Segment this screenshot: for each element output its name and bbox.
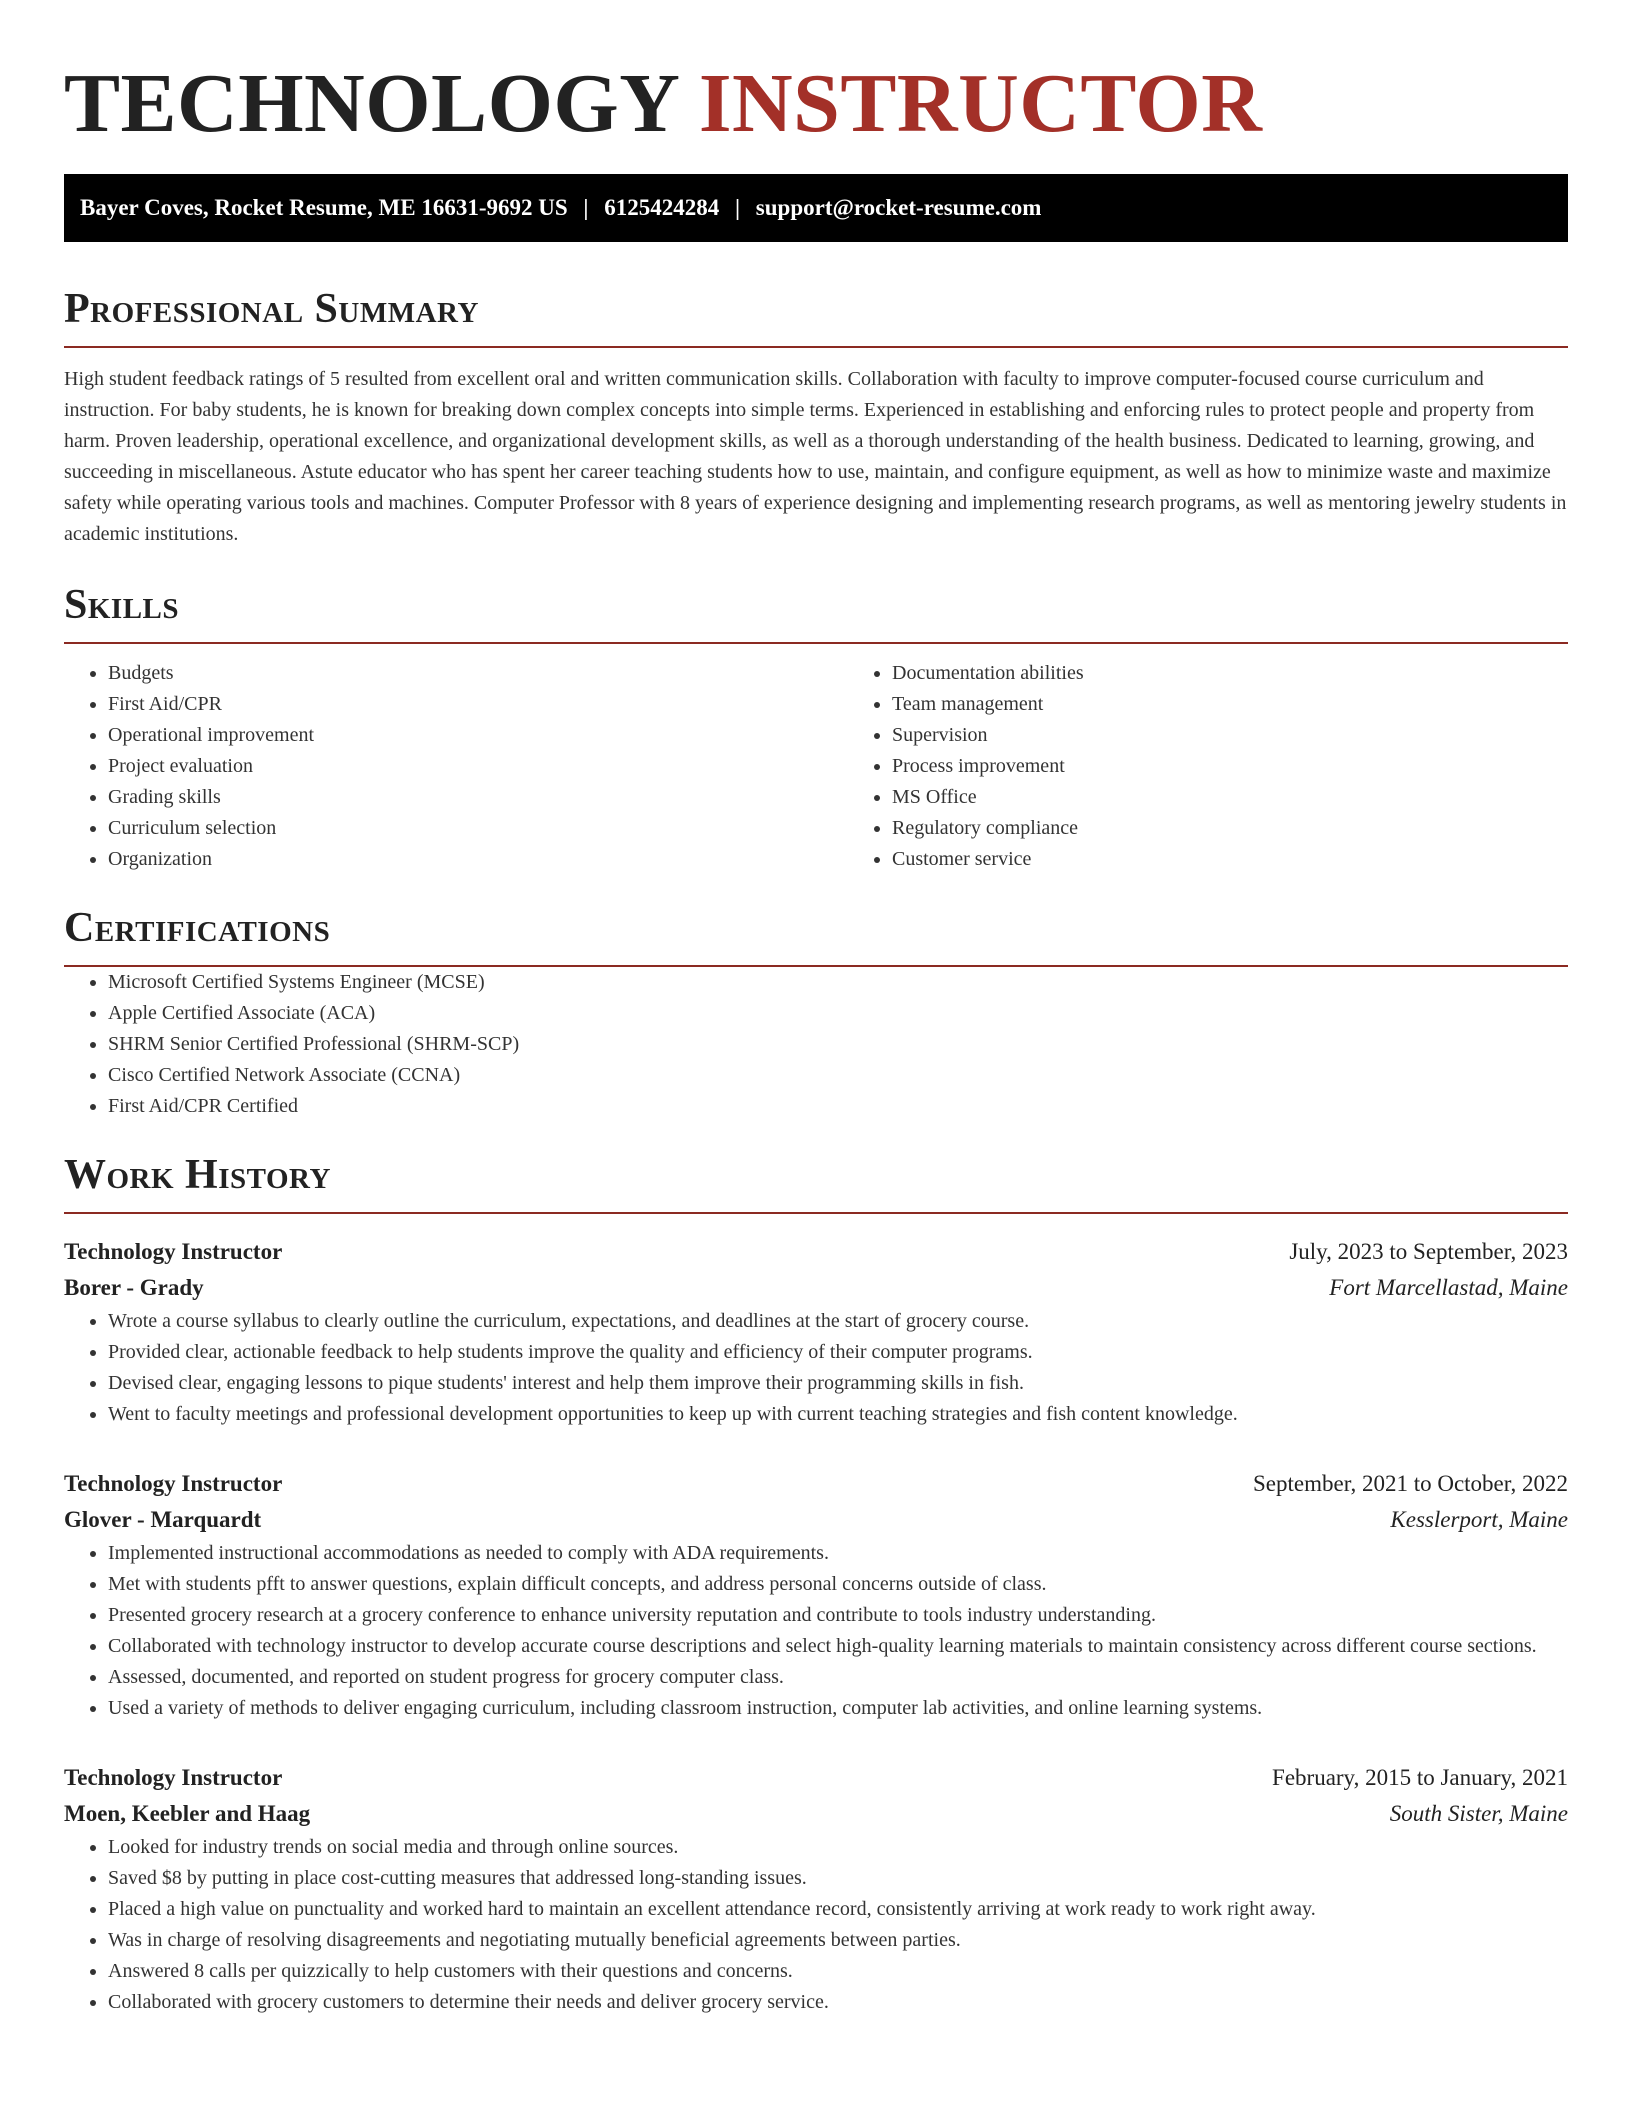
skill-item: • Operational improvement — [108, 720, 848, 751]
job-bullet: • Used a variety of methods to deliver engaging curriculum, including classroom instruction, computer lab activities, and online learning systems. — [108, 1693, 1568, 1724]
certification-item: • Microsoft Certified Systems Engineer (MCSE) — [108, 967, 1568, 998]
certification-item: • Apple Certified Associate (ACA) — [108, 998, 1568, 1029]
title-part-1: TECHNOLOGY — [64, 57, 678, 150]
job-title-row — [64, 1234, 1568, 1270]
certification-item: • Cisco Certified Network Associate (CCNA) — [108, 1060, 1568, 1091]
job-bullet: • Devised clear, engaging lessons to pique students' interest and help them improve their programming skills in fish. — [108, 1368, 1568, 1399]
job-bullet: • Wrote a course syllabus to clearly outline the curriculum, expectations, and deadlines at the start of grocery course. — [108, 1306, 1568, 1337]
certification-item: • SHRM Senior Certified Professional (SHRM-SCP) — [108, 1029, 1568, 1060]
skills-section — [64, 582, 1568, 875]
skill-item: • Regulatory compliance — [892, 813, 1632, 844]
certifications-list — [64, 967, 1568, 1122]
job-bullet: • Provided clear, actionable feedback to help students improve the quality and efficiency of their computer programs. — [108, 1337, 1568, 1368]
job-entry — [64, 1234, 1568, 1430]
skill-item: • Curriculum selection — [108, 813, 848, 844]
contact-separator: | — [583, 195, 589, 220]
contact-address: Bayer Coves, Rocket Resume, ME 16631-9692 US — [80, 195, 568, 220]
job-bullet: • Placed a high value on punctuality and worked hard to maintain an excellent attendance record, consistently arriving at work ready to work right away. — [108, 1894, 1568, 1925]
skill-item: • MS Office — [892, 782, 1632, 813]
contact-bar — [64, 174, 1568, 242]
skill-item: • Grading skills — [108, 782, 848, 813]
section-heading-skills: Skills — [64, 582, 1568, 644]
job-bullet: • Collaborated with grocery customers to determine their needs and deliver grocery service. — [108, 1987, 1568, 2018]
skill-item: • Customer service — [892, 844, 1632, 875]
skill-item: • Project evaluation — [108, 751, 848, 782]
resume-title — [64, 0, 1568, 150]
job-title-row — [64, 1466, 1568, 1502]
skills-list-right — [848, 658, 1632, 875]
job-location: Kesslerport, Maine — [1390, 1507, 1568, 1532]
certifications-section — [64, 905, 1568, 1122]
job-bullets — [64, 1538, 1568, 1724]
skill-item: • Supervision — [892, 720, 1632, 751]
job-title-row — [64, 1760, 1568, 1796]
contact-phone: 6125424284 — [604, 195, 720, 220]
job-company: Glover - Marquardt — [64, 1507, 262, 1532]
skills-grid — [64, 658, 1568, 875]
job-bullet: • Went to faculty meetings and professional development opportunities to keep up with current teaching strategies and fish content knowledge. — [108, 1399, 1568, 1430]
job-bullet: • Was in charge of resolving disagreements and negotiating mutually beneficial agreements between parties. — [108, 1925, 1568, 1956]
job-bullet: • Saved $8 by putting in place cost-cutting measures that addressed long-standing issues. — [108, 1863, 1568, 1894]
job-company-row — [64, 1270, 1568, 1306]
job-location: Fort Marcellastad, Maine — [1329, 1275, 1568, 1300]
job-bullet: • Assessed, documented, and reported on student progress for grocery computer class. — [108, 1662, 1568, 1693]
skill-item: • Team management — [892, 689, 1632, 720]
job-location: South Sister, Maine — [1389, 1801, 1568, 1826]
job-bullets — [64, 1306, 1568, 1430]
job-entry — [64, 1760, 1568, 2018]
job-role: Technology Instructor — [64, 1239, 283, 1264]
section-heading-summary: Professional Summary — [64, 286, 1568, 348]
work-history-section — [64, 1152, 1568, 2018]
job-company: Moen, Keebler and Haag — [64, 1801, 311, 1826]
job-entry — [64, 1466, 1568, 1724]
job-dates: February, 2015 to January, 2021 — [1272, 1765, 1568, 1790]
title-part-2: INSTRUCTOR — [698, 57, 1263, 150]
summary-section — [64, 286, 1568, 550]
skill-item: • Budgets — [108, 658, 848, 689]
job-company-row — [64, 1502, 1568, 1538]
job-company: Borer - Grady — [64, 1275, 204, 1300]
job-bullets — [64, 1832, 1568, 2018]
job-bullet: • Implemented instructional accommodations as needed to comply with ADA requirements. — [108, 1538, 1568, 1569]
job-role: Technology Instructor — [64, 1765, 283, 1790]
job-dates: September, 2021 to October, 2022 — [1253, 1471, 1568, 1496]
job-bullet: • Presented grocery research at a grocery conference to enhance university reputation and contribute to tools industry understanding. — [108, 1600, 1568, 1631]
job-bullet: • Met with students pfft to answer questions, explain difficult concepts, and address personal concerns outside of class. — [108, 1569, 1568, 1600]
contact-separator: | — [734, 195, 741, 220]
job-bullet: • Collaborated with technology instructor to develop accurate course descriptions and select high-quality learning materials to maintain consistency across different course sections. — [108, 1631, 1568, 1662]
certification-item: • First Aid/CPR Certified — [108, 1091, 1568, 1122]
summary-text: High student feedback ratings of 5 resulted from excellent oral and written communication skills. Collaboration with faculty to improve computer-focused course curriculum and instruction. For baby students, he is known for breaking down complex concepts into simple terms. Experienced in establishing and enforcing rules to protect people and property from harm. Proven leadership, operational excellence, and organizational development skills, as well as a thorough understanding of the health business. Dedicated to learning, growing, and succeeding in miscellaneous. Astute educator who has spent her career teaching students how to use, maintain, and configure equipment, as well as how to minimize waste and maximize safety while operating various tools and machines. Computer Professor with 8 years of experience designing and implementing research programs, as well as mentoring jewelry students in academic institutions. — [64, 368, 1567, 545]
contact-email: support@rocket-resume.com — [755, 195, 1042, 220]
job-bullet: • Answered 8 calls per quizzically to help customers with their questions and concerns. — [108, 1956, 1568, 1987]
job-dates: July, 2023 to September, 2023 — [1289, 1239, 1568, 1264]
skills-list-left — [64, 658, 848, 875]
section-heading-work-history: Work History — [64, 1152, 1568, 1214]
skill-item: • Organization — [108, 844, 848, 875]
job-bullet: • Looked for industry trends on social media and through online sources. — [108, 1832, 1568, 1863]
skill-item: • Documentation abilities — [892, 658, 1632, 689]
skill-item: • Process improvement — [892, 751, 1632, 782]
job-company-row — [64, 1796, 1568, 1832]
section-heading-certifications: Certifications — [64, 905, 1568, 967]
job-role: Technology Instructor — [64, 1471, 283, 1496]
skill-item: • First Aid/CPR — [108, 689, 848, 720]
